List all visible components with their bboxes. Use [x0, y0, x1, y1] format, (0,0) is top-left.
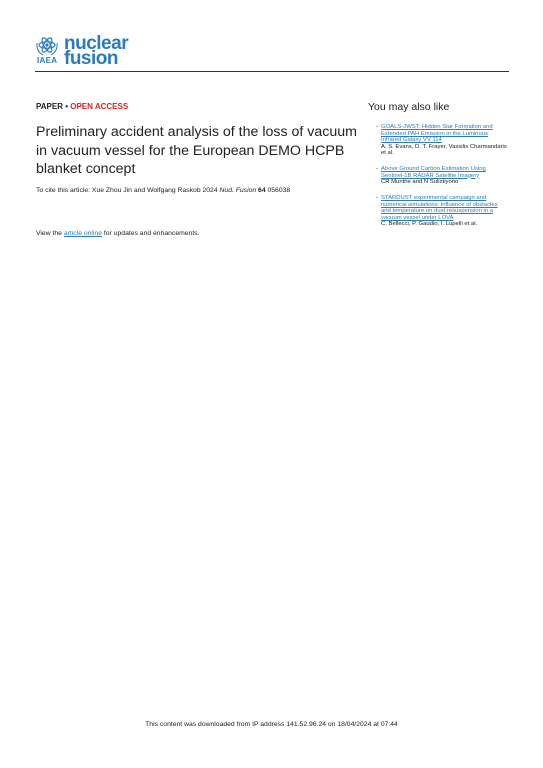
- list-dash: -: [376, 195, 378, 201]
- logo-iaea-text: IAEA: [37, 56, 58, 65]
- related-article-item: [376, 124, 509, 157]
- related-article-item: [376, 166, 509, 186]
- view-pre-text: View the: [36, 230, 64, 237]
- article-title: Preliminary accident analysis of the loss of vacuum in vacuum vessel for the European DEMO HCPB blanket concept: [36, 124, 357, 177]
- logo-word-nuclear: nuclear: [64, 33, 129, 54]
- citation-prefix: To cite this article: Xue Zhou Jin and Wolfgang Raskob 2024: [36, 187, 220, 194]
- article-online-link[interactable]: article online: [63, 230, 103, 237]
- related-article-authors: C. Bellecci, P. Gaudio, I. Lupelli et al.: [381, 221, 478, 228]
- related-article-authors: CR Munthe and N Sulistiyono: [381, 179, 459, 186]
- list-dash: -: [376, 166, 378, 172]
- view-online-line: [36, 230, 200, 237]
- paper-type-line: [36, 102, 128, 111]
- logo-wordmark: [64, 33, 129, 69]
- download-footer: This content was downloaded from IP address 141.52.96.24 on 18/04/2024 at 07:44: [145, 721, 398, 728]
- open-access-label: OPEN ACCESS: [70, 102, 129, 111]
- citation-journal: Nud. Fusion: [219, 187, 257, 194]
- iaea-emblem-icon: [35, 35, 59, 57]
- paper-type-label: PAPER: [36, 102, 63, 111]
- related-article-link[interactable]: STARDUST experimental campaign and numerical simulations: influence of obstacles and temperature on dust resuspension in a vacuum vessel under LOVA: [381, 195, 498, 221]
- logo-word-fusion: fusion: [64, 48, 118, 69]
- list-dash: -: [376, 124, 378, 130]
- related-article-item: [376, 195, 509, 228]
- header-rule: [35, 71, 509, 72]
- paper-type-separator: •: [62, 102, 71, 111]
- related-article-link[interactable]: Above Ground Carbon Estimation Using Sentinel-1B RADAR Satellite Imagery: [381, 166, 486, 179]
- journal-logo[interactable]: [35, 35, 160, 69]
- related-article-link[interactable]: GOALS-JWST: Hidden Star Formation and Extended PAH Emission in the Luminous Infrared Galaxy VV 114: [381, 124, 493, 144]
- citation-number: 056038: [265, 187, 291, 194]
- also-like-heading: You may also like: [368, 101, 450, 113]
- citation-volume: 64: [258, 187, 266, 194]
- citation-line: [36, 187, 356, 194]
- related-article-authors: A. S. Evans, D. T. Frayer, Vassilis Charmandaris et al.: [381, 143, 507, 157]
- view-post-text: for updates and enhancements.: [102, 230, 200, 237]
